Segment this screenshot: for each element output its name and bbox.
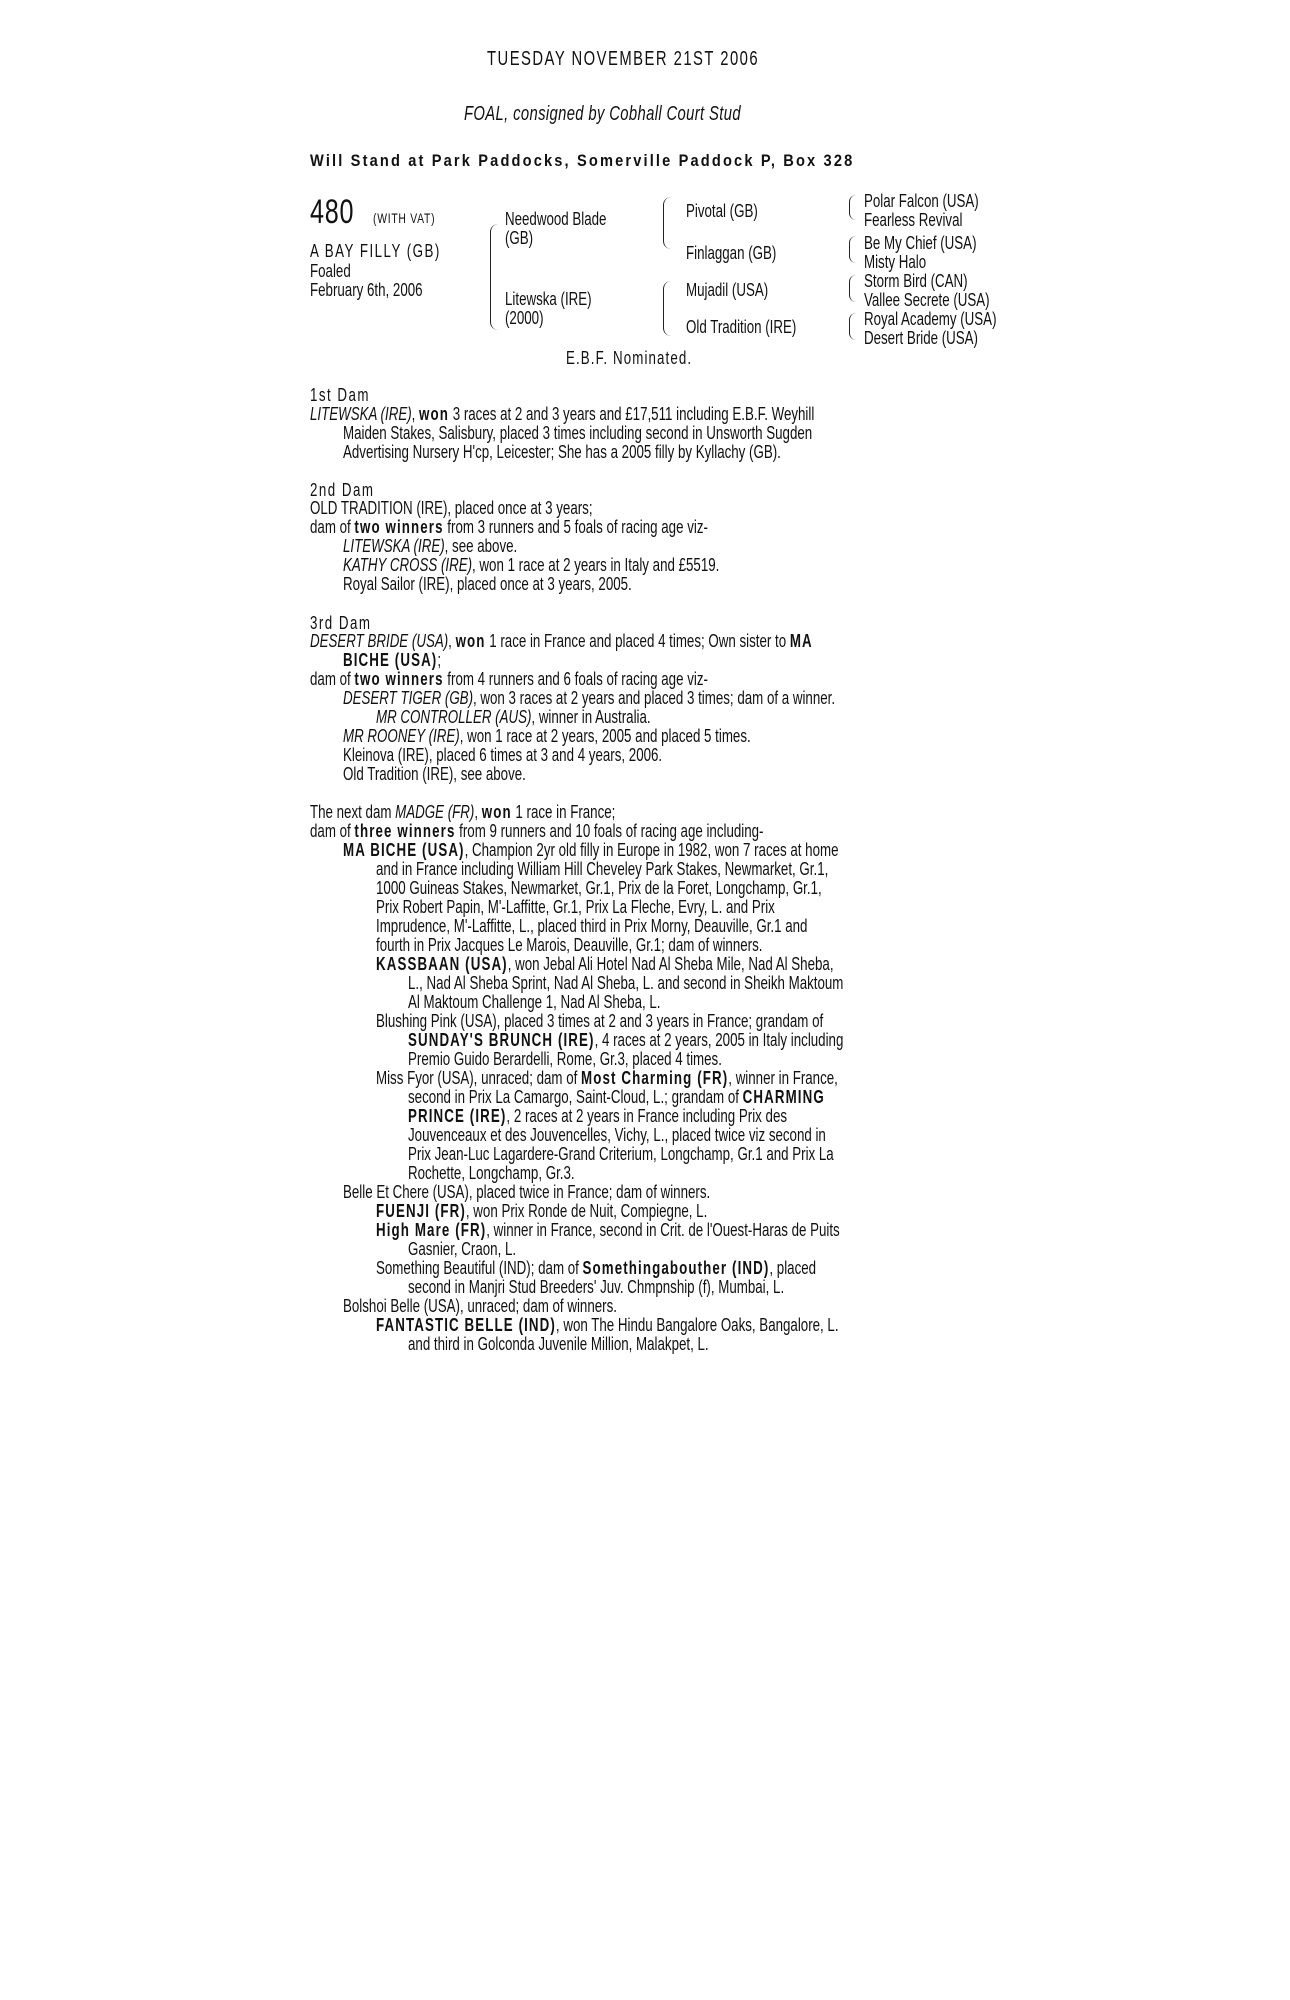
text-segment: Something Beautiful (IND); dam of [376,1258,583,1278]
text-segment: Miss Fyor (USA), unraced; dam of [376,1068,582,1088]
text-segment: , placed [769,1258,817,1278]
lot-number: 480 [310,193,355,231]
gg-brace-3 [849,275,856,302]
text-segment: 3 races at 2 and 3 years and £17,511 including E.B.F. Weyhill [449,404,815,424]
second-dam-line [343,556,719,575]
emphasis-bold: three winners [354,821,456,841]
stand-location: Will Stand at Park Paddocks, Somerville Paddock P, Box 328 [310,151,855,170]
second-dam-line [310,518,708,537]
sale-date: TUESDAY NOVEMBER 21ST 2006 [487,48,760,70]
second-dam-line: Royal Sailor (IRE), placed once at 3 years, 2005. [343,574,632,594]
next-dam-line: L., Nad Al Sheba Sprint, Nad Al Sheba, L. and second in Sheikh Maktoum [408,973,844,993]
ebf-nominated: E.B.F. Nominated. [566,348,693,368]
text-segment: dam of [310,821,355,841]
text-segment: from 9 runners and 10 foals of racing age including- [455,821,764,841]
second-dam-line [343,537,517,556]
third-dam-line [310,670,708,689]
horse-name-italic: KATHY CROSS (IRE) [343,555,473,575]
next-dam-line: Prix Robert Papin, M'-Laffitte, Gr.1, Prix La Fleche, Evry, L. and Prix [376,897,775,917]
emphasis-bold: KASSBAAN (USA) [376,954,508,974]
emphasis-bold: PRINCE (IRE) [408,1106,507,1126]
third-dam-line [376,708,651,727]
sire-country: (GB) [505,228,534,248]
sire-name: Needwood Blade [505,209,607,229]
foaled-date: February 6th, 2006 [310,280,423,300]
gg-3: Be My Chief (USA) [864,233,977,253]
first-dam-line: Advertising Nursery H'cp, Leicester; She has a 2005 filly by Kyllachy (GB). [343,442,781,462]
text-segment: ; [437,650,442,670]
next-dam-line: and third in Golconda Juvenile Million, Malakpet, L. [408,1334,709,1354]
first-dam-line: Maiden Stakes, Salisbury, placed 3 times including second in Unsworth Sugden [343,423,813,443]
emphasis-bold: MA BICHE (USA) [343,840,465,860]
dam-dam: Old Tradition (IRE) [686,317,797,337]
gg-7: Royal Academy (USA) [864,309,997,329]
text-segment: second in Prix La Camargo, Saint-Cloud, L.; grandam of [408,1087,743,1107]
text-segment: , [448,631,456,651]
next-dam-line [408,1107,787,1126]
first-dam-line [310,405,814,424]
next-dam-line [376,955,834,974]
next-dam-line: Imprudence, M'-Laffitte, L., placed third in Prix Morny, Deauville, Gr.1 and [376,916,808,936]
next-dam-line [343,841,839,860]
next-dam-line: second in Manjri Stud Breeders' Juv. Chmpnship (f), Mumbai, L. [408,1277,785,1297]
second-dam-heading: 2nd Dam [310,480,375,500]
text-segment: , Champion 2yr old filly in Europe in 1982, won 7 races at home [464,840,839,860]
gg-1: Polar Falcon (USA) [864,191,979,211]
emphasis-bold: won [419,404,450,424]
sire-sire: Pivotal (GB) [686,201,758,221]
gg-4: Misty Halo [864,252,927,272]
next-dam-line [408,1088,825,1107]
gg-6: Vallee Secrete (USA) [864,290,990,310]
sire-line-brace [663,197,672,249]
emphasis-bold: two winners [354,517,444,537]
text-segment: from 4 runners and 6 foals of racing age viz- [443,669,708,689]
third-dam-line [343,689,835,708]
emphasis-bold: two winners [354,669,444,689]
gg-5: Storm Bird (CAN) [864,271,968,291]
text-segment: , won 3 races at 2 years and placed 3 times; dam of a winner. [473,688,836,708]
next-dam-line: fourth in Prix Jacques Le Marois, Deauville, Gr.1; dam of winners. [376,935,763,955]
first-dam-heading: 1st Dam [310,385,370,405]
next-dam-line: Jouvenceaux et des Jouvencelles, Vichy, L., placed twice viz second in [408,1125,826,1145]
next-dam-line: Blushing Pink (USA), placed 3 times at 2 and 3 years in France; grandam of [376,1011,824,1031]
text-segment: , 4 races at 2 years, 2005 in Italy including [594,1030,844,1050]
emphasis-bold: FANTASTIC BELLE (IND) [376,1315,556,1335]
next-dam-line [376,1316,839,1335]
emphasis-bold: won [455,631,486,651]
text-segment: , won Jebal Ali Hotel Nad Al Sheba Mile, Nad Al Sheba, [507,954,834,974]
text-segment: , 2 races at 2 years in France including Prix des [506,1106,788,1126]
next-dam-line [408,1031,843,1050]
next-dam-line [310,822,763,841]
text-segment: , winner in France, second in Crit. de l'Ouest-Haras de Puits [486,1220,840,1240]
third-dam-line: Old Tradition (IRE), see above. [343,764,526,784]
next-dam-line: 1000 Guineas Stakes, Newmarket, Gr.1, Prix de la Foret, Longchamp, Gr.1, [376,878,822,898]
text-segment: The next dam [310,802,396,822]
emphasis-bold: Somethingabouther (IND) [582,1258,770,1278]
third-dam-line [310,632,813,651]
text-segment: , won Prix Ronde de Nuit, Compiegne, L. [465,1201,708,1221]
dam-line-brace [663,281,672,336]
second-dam-line: OLD TRADITION (IRE), placed once at 3 years; [310,498,593,518]
text-segment: , [474,802,482,822]
gg-brace-2 [849,236,856,263]
text-segment: , winner in France, [728,1068,838,1088]
text-segment: , won 1 race at 2 years in Italy and £5519. [472,555,720,575]
third-dam-line [343,727,751,746]
dam-sire: Mujadil (USA) [686,280,769,300]
sire-dam: Finlaggan (GB) [686,243,777,263]
next-dam-line [376,1202,707,1221]
gg-2: Fearless Revival [864,210,963,230]
third-dam-heading: 3rd Dam [310,613,372,633]
next-dam-line: and in France including William Hill Cheveley Park Stakes, Newmarket, Gr.1, [376,859,829,879]
dam-name: Litewska (IRE) [505,289,592,309]
text-segment: 1 race in France; [511,802,616,822]
next-dam-line: Al Maktoum Challenge 1, Nad Al Sheba, L. [408,992,661,1012]
text-segment: from 3 runners and 5 foals of racing age viz- [443,517,708,537]
foaled-label: Foaled [310,261,351,281]
horse-name-italic: LITEWSKA (IRE) [310,404,412,424]
next-dam-line: Rochette, Longchamp, Gr.3. [408,1163,575,1183]
dam-year: (2000) [505,308,544,328]
next-dam-line [310,803,615,822]
horse-name-italic: LITEWSKA (IRE) [343,536,445,556]
next-dam-line: Bolshoi Belle (USA), unraced; dam of winners. [343,1296,617,1316]
next-dam-line: Premio Guido Berardelli, Rome, Gr.3, placed 4 times. [408,1049,722,1069]
text-segment: , won The Hindu Bangalore Oaks, Bangalore, L. [555,1315,839,1335]
text-segment: , won 1 race at 2 years, 2005 and placed 5 times. [459,726,751,746]
text-segment: , see above. [444,536,518,556]
emphasis-bold: won [481,802,512,822]
third-dam-line [343,651,441,670]
horse-name-italic: MR CONTROLLER (AUS) [376,707,532,727]
text-segment: dam of [310,669,355,689]
third-dam-line: Kleinova (IRE), placed 6 times at 3 and 4 years, 2006. [343,745,663,765]
horse-name-italic: MADGE (FR) [395,802,475,822]
text-segment: dam of [310,517,355,537]
lot-title: A BAY FILLY (GB) [310,241,441,261]
text-segment: , winner in Australia. [531,707,651,727]
next-dam-line [376,1069,838,1088]
emphasis-bold: MA [789,631,813,651]
gg-brace-1 [849,195,856,220]
horse-name-italic: DESERT BRIDE (USA) [310,631,449,651]
horse-name-italic: DESERT TIGER (GB) [343,688,474,708]
gg-brace-4 [849,313,856,340]
emphasis-bold: FUENJI (FR) [376,1201,466,1221]
next-dam-line [376,1221,840,1240]
next-dam-line [376,1259,816,1278]
consignor-line: FOAL, consigned by Cobhall Court Stud [464,103,741,125]
pedigree-main-brace [490,224,501,330]
emphasis-bold: Most Charming (FR) [581,1068,729,1088]
text-segment: , [411,404,420,424]
vat-note: (WITH VAT) [373,210,436,226]
next-dam-line: Gasnier, Craon, L. [408,1239,517,1259]
gg-8: Desert Bride (USA) [864,328,978,348]
text-segment: 1 race in France and placed 4 times; Own sister to [485,631,790,651]
next-dam-line: Prix Jean-Luc Lagardere-Grand Criterium, Longchamp, Gr.1 and Prix La [408,1144,834,1164]
emphasis-bold: SUNDAY'S BRUNCH (IRE) [408,1030,595,1050]
emphasis-bold: CHARMING [742,1087,825,1107]
emphasis-bold: High Mare (FR) [376,1220,487,1240]
horse-name-italic: MR ROONEY (IRE) [343,726,460,746]
next-dam-line: Belle Et Chere (USA), placed twice in France; dam of winners. [343,1182,711,1202]
emphasis-bold: BICHE (USA) [343,650,438,670]
